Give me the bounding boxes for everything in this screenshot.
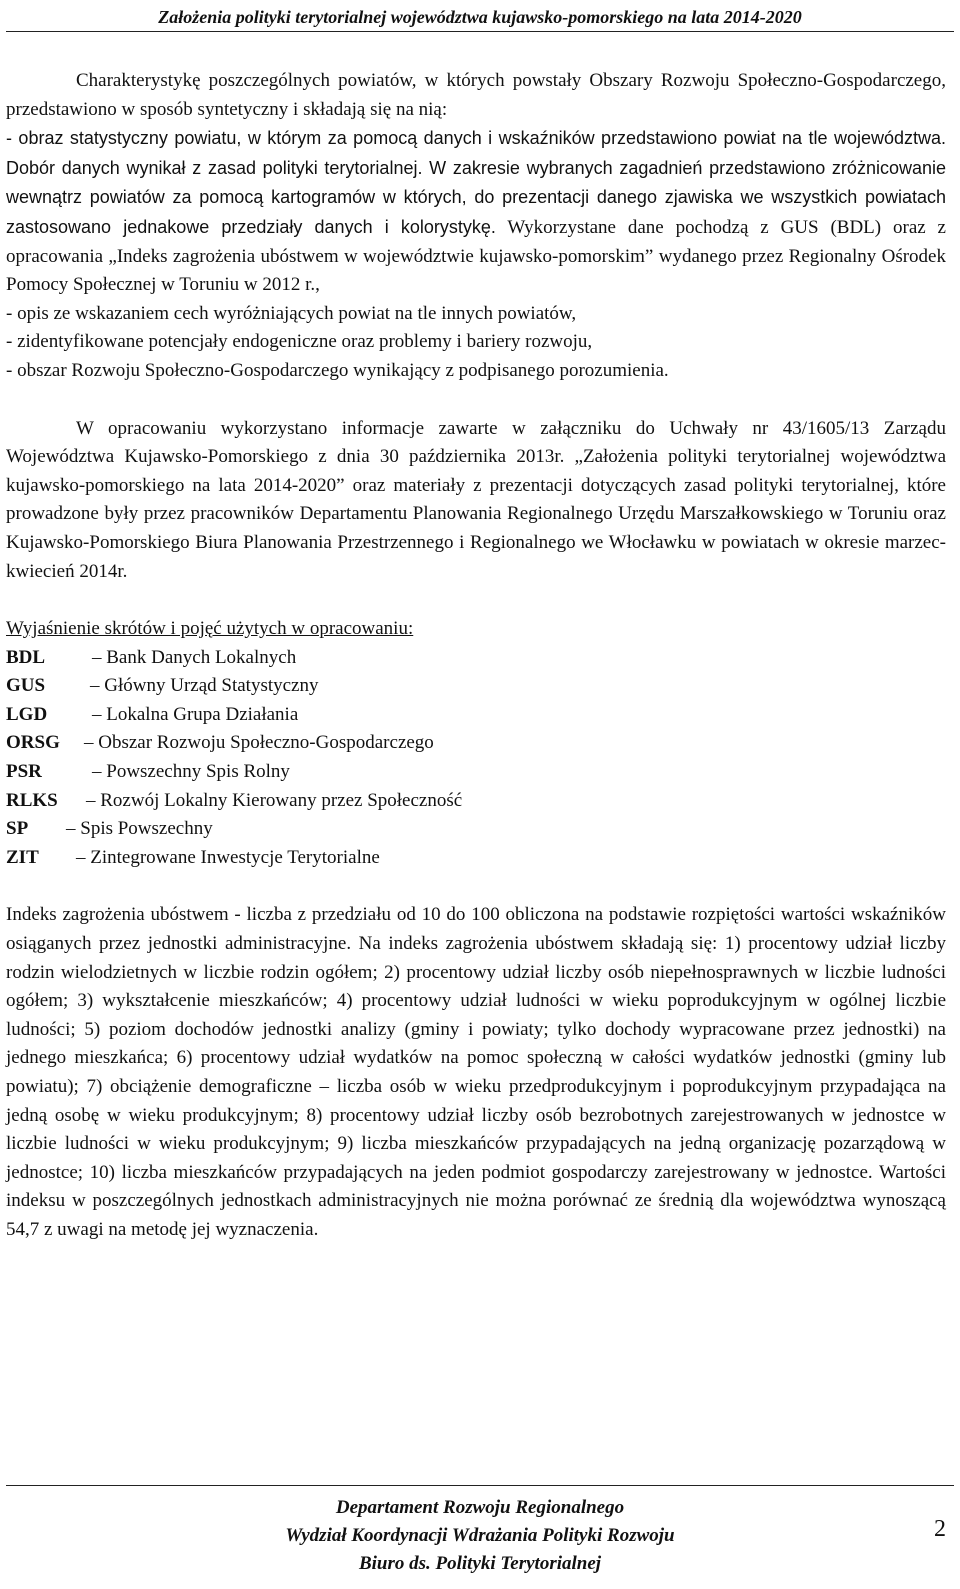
glossary-term: GUS	[6, 675, 46, 697]
glossary-item	[6, 701, 946, 730]
intro-item-description: - opis ze wskazaniem cech wyróżniających powiat na tle innych powiatów,	[6, 302, 577, 324]
running-footer	[0, 1494, 960, 1578]
spacer	[6, 586, 946, 615]
glossary-item	[6, 672, 946, 701]
glossary-definition: – Zintegrowane Inwestycje Terytorialne	[76, 846, 380, 868]
glossary-item	[6, 815, 946, 844]
glossary-definition: – Spis Powszechny	[66, 818, 213, 840]
document-body	[6, 67, 946, 1245]
spacer	[6, 872, 946, 901]
footer-rule	[6, 1485, 954, 1486]
glossary-item	[6, 729, 946, 758]
glossary-item	[6, 644, 946, 673]
glossary-definition: – Główny Urząd Statystyczny	[90, 675, 319, 697]
glossary-definition: – Lokalna Grupa Działania	[92, 703, 299, 725]
intro-item-area: - obszar Rozwoju Społeczno-Gospodarczego wynikający z podpisanego porozumienia.	[6, 359, 669, 381]
glossary-term: BDL	[6, 646, 46, 668]
glossary-term: LGD	[6, 703, 48, 725]
glossary-definition: – Rozwój Lokalny Kierowany przez Społeczność	[86, 789, 463, 811]
glossary-definition: – Powszechny Spis Rolny	[92, 761, 290, 783]
intro-item-statistics-sans: - obraz statystyczny powiatu, w którym za pomocą danych i wskaźników przedstawiono powiat na tle województwa. Dobór danych wynikał z zasad polityki terytorialnej. W zakresie wybranych zagadnień przedstawiono zróżnicowanie wewnątrz powiatów za pomocą kartogramów w których, do prezentacji danego zjawiska we wszystkich powiatach zastosowano jednakowe przedziały danych i kolorystykę.	[6, 128, 946, 237]
running-header: Założenia polityki terytorialnej województwa kujawsko-pomorskiego na lata 2014-2020	[158, 7, 802, 27]
glossary-item	[6, 844, 946, 873]
sources-paragraph: W opracowaniu wykorzystano informacje zawarte w załączniku do Uchwały nr 43/1605/13 Zarządu Województwa Kujawsko-Pomorskiego z dnia 30 października 2013r. „Założenia polityki terytorialnej województwa kujawsko-pomorskiego na lata 2014-2020” oraz materiały z prezentacji dotyczących zasad polityki terytorialnej, które prowadzone były przez pracowników Departamentu Planowania Regionalnego Urzędu Marszałkowskiego w Toruniu oraz Kujawsko-Pomorskiego Biura Planowania Przestrzennego i Regionalnego we Włocławku w powiatach w okresie marzec-kwiecień 2014r.	[6, 417, 946, 582]
glossary-term: SP	[6, 818, 29, 840]
header-rule	[6, 31, 954, 32]
intro-item-statistics	[6, 124, 946, 300]
spacer	[6, 386, 946, 415]
glossary-definition: – Obszar Rozwoju Społeczno-Gospodarczego	[84, 732, 434, 754]
footer-department: Departament Rozwoju Regionalnego	[335, 1497, 625, 1518]
page-number: 2	[934, 1516, 946, 1542]
glossary-item	[6, 758, 946, 787]
intro-paragraph: Charakterystykę poszczególnych powiatów, w których powstały Obszary Rozwoju Społeczno-Gospodarczego, przedstawiono w sposób syntetyczny i składają się na nią:	[6, 70, 946, 120]
footer-office: Biuro ds. Polityki Terytorialnej	[358, 1553, 602, 1574]
glossary-heading: Wyjaśnienie skrótów i pojęć użytych w opracowaniu:	[6, 618, 414, 640]
glossary-term: PSR	[6, 761, 42, 783]
intro-item-statistics-sources: Wykorzystane dane pochodzą z GUS (BDL) oraz z opracowania „Indeks zagrożenia ubóstwem w województwie kujawsko-pomorskim” wydanego przez Regionalny Ośrodek Pomocy Społecznej w Toruniu w 2012 r.,	[6, 216, 946, 296]
glossary-definition: – Bank Danych Lokalnych	[92, 646, 297, 668]
glossary-term: ZIT	[6, 846, 39, 868]
poverty-index-paragraph: Indeks zagrożenia ubóstwem - liczba z przedziału od 10 do 100 obliczona na podstawie rozpiętości wartości wskaźników osiąganych przez jednostki administracyjne. Na indeks zagrożenia ubóstwem składają się: 1) procentowy udział liczby rodzin wielodzietnych w liczbie rodzin ogółem; 2) procentowy udział liczby osób niepełnosprawnych w liczbie ludności ogółem; 3) wykształcenie mieszkańców; 4) procentowy udział ludności w wieku poprodukcyjnym w ogólnej liczbie ludności; 5) poziom dochodów jednostki analizy (gminy i powiaty; tylko dochody wypracowane przez jednostki) na jednego mieszkańca; 6) procentowy udział wydatków na pomoc społeczną w całości wydatków jednostki (gminy lub powiatu); 7) obciążenie demograficzne – liczba osób w wieku przedprodukcyjnym i poprodukcyjnym przypadająca na jedną osobę w wieku produkcyjnym; 8) procentowy udział liczby osób bezrobotnych zarejestrowanych w jednostce w liczbie ludności w wieku produkcyjnym; 9) liczba mieszkańców przypadających na jedną organizację pozarządową w jednostce; 10) liczba mieszkańców przypadających na jeden podmiot gospodarczy zarejestrowany w jednostce. Wartości indeksu w poszczególnych jednostkach administracyjnych nie można porównać ze średnią dla województwa wynoszącą 54,7 z uwagi na metodę jej wyznaczenia.	[6, 904, 946, 1240]
footer-division: Wydział Koordynacji Wdrażania Polityki Rozwoju	[285, 1525, 675, 1546]
glossary-item	[6, 787, 946, 816]
glossary-term: ORSG	[6, 732, 60, 754]
glossary-list	[6, 644, 946, 873]
glossary-term: RLKS	[6, 789, 58, 811]
intro-item-potentials: - zidentyfikowane potencjały endogeniczne oraz problemy i bariery rozwoju,	[6, 331, 593, 353]
